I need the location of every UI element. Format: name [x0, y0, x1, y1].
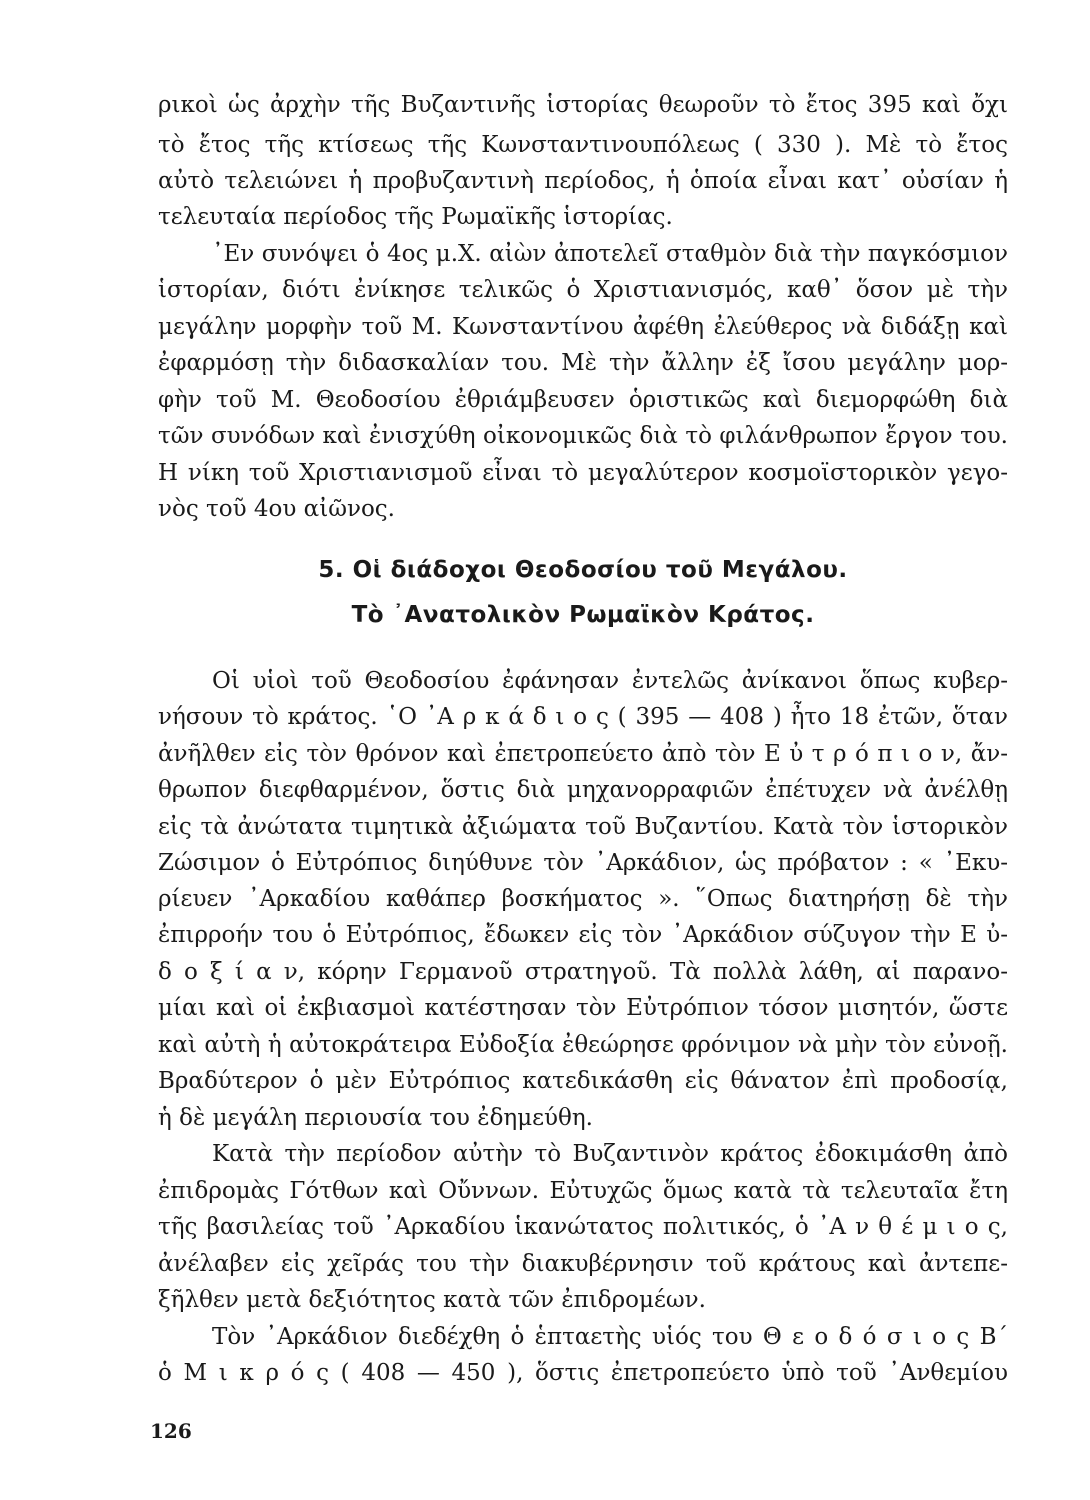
text-line: ἀνέλαβεν εἰς χεῖράς του τὴν διακυβέρνησιν τοῦ κράτους καὶ ἀντεπε-: [158, 1251, 1008, 1277]
text-line: τελευταία περίοδος τῆς Ρωμαϊκῆς ἱστορίας.: [158, 204, 673, 230]
text-line: Βραδύτερον ὁ μὲν Εὐτρόπιος κατεδικάσθη εἰς θάνατον ἐπὶ προδοσίᾳ,: [158, 1068, 1008, 1094]
text-line: ἀνῆλθεν εἰς τὸν θρόνον καὶ ἐπετροπεύετο ἀπὸ τὸν Ε ὐ τ ρ ό π ι ο ν, ἄν-: [158, 741, 1008, 767]
text-line: ρικοὶ ὡς ἀρχὴν τῆς Βυζαντινῆς ἱστορίας θεωροῦν τὸ ἔτος 395 καὶ ὄχι: [158, 92, 1008, 118]
text-line: ἡ δὲ μεγάλη περιουσία του ἐδημεύθη.: [158, 1105, 593, 1131]
text-line: νὸς τοῦ 4ου αἰῶνος.: [158, 496, 395, 522]
text-line: μίαι καὶ οἱ ἐκβιασμοὶ κατέστησαν τὸν Εὐτρόπιον τόσον μισητόν, ὥστε: [158, 995, 1008, 1021]
text-line: φὴν τοῦ Μ. Θεοδοσίου ἐθριάμβευσεν ὁριστικῶς καὶ διεμορφώθη διὰ: [158, 387, 1008, 413]
text-line: Κατὰ τὴν περίοδον αὐτὴν τὸ Βυζαντινὸν κράτος ἐδοκιμάσθη ἀπὸ: [212, 1141, 1008, 1167]
text-line: εἰς τὰ ἀνώτατα τιμητικὰ ἀξιώματα τοῦ Βυζαντίου. Κατὰ τὸν ἱστορικὸν: [158, 814, 1008, 840]
text-line: ἐπιδρομὰς Γότθων καὶ Οὔννων. Εὐτυχῶς ὅμως κατὰ τὰ τελευταῖα ἔτη: [158, 1178, 1008, 1204]
text-line: ὁ Μ ι κ ρ ό ς ( 408 — 450 ), ὅστις ἐπετροπεύετο ὑπὸ τοῦ ᾿Ανθεμίου: [158, 1360, 1008, 1386]
text-line: δ ο ξ ί α ν, κόρην Γερμανοῦ στρατηγοῦ. Τὰ πολλὰ λάθη, αἱ παρανο-: [158, 959, 1008, 985]
text-line: τὸ ἔτος τῆς κτίσεως τῆς Κωνσταντινουπόλεως ( 330 ). Μὲ τὸ ἔτος: [158, 132, 1008, 158]
text-line: μεγάλην μορφὴν τοῦ Μ. Κωνσταντίνου ἀφέθη ἐλεύθερος νὰ διδάξῃ καὶ: [158, 314, 1008, 340]
text-line: ξῆλθεν μετὰ δεξιότητος κατὰ τῶν ἐπιδρομέων.: [158, 1287, 706, 1313]
section-subheading: Τὸ ᾿Ανατολικὸν Ρωμαϊκὸν Κράτος.: [351, 602, 815, 628]
text-line: Ζώσιμον ὁ Εὐτρόπιος διηύθυνε τὸν ᾿Αρκάδιον, ὡς πρόβατον : « ᾿Εκυ-: [158, 850, 1008, 876]
section-heading: 5. Οἱ διάδοχοι Θεοδοσίου τοῦ Μεγάλου.: [318, 557, 848, 583]
page-number: 126: [150, 1419, 192, 1443]
text-line: Οἱ υἱοὶ τοῦ Θεοδοσίου ἐφάνησαν ἐντελῶς ἀνίκανοι ὅπως κυβερ-: [212, 668, 1008, 694]
text-line: τῆς βασιλείας τοῦ ᾿Αρκαδίου ἱκανώτατος πολιτικός, ὁ ᾿Α ν θ έ μ ι ο ς,: [158, 1214, 1008, 1240]
text-line: Τὸν ᾿Αρκάδιον διεδέχθη ὁ ἑπταετὴς υἱός του Θ ε ο δ ό σ ι ο ς Β´: [212, 1324, 1008, 1350]
text-line: Η νίκη τοῦ Χριστιανισμοῦ εἶναι τὸ μεγαλύτερον κοσμοϊστορικὸν γεγο-: [158, 460, 1008, 486]
text-line: ἐπιρροήν του ὁ Εὐτρόπιος, ἔδωκεν εἰς τὸν ᾿Αρκάδιον σύζυγον τὴν Ε ὐ-: [158, 922, 1008, 948]
text-line: ρίευεν ᾿Αρκαδίου καθάπερ βοσκήματος ». ῞Οπως διατηρήσῃ δὲ τὴν: [158, 886, 1008, 912]
text-line: νήσουν τὸ κράτος. ῾Ο ᾿Α ρ κ ά δ ι ο ς ( 395 — 408 ) ἦτο 18 ἐτῶν, ὅταν: [158, 704, 1008, 730]
text-line: τῶν συνόδων καὶ ἐνισχύθη οἰκονομικῶς διὰ τὸ φιλάνθρωπον ἔργον του.: [158, 423, 1008, 449]
text-line: ἐφαρμόσῃ τὴν διδασκαλίαν του. Μὲ τὴν ἄλλην ἐξ ἴσου μεγάλην μορ-: [158, 350, 1008, 376]
text-line: θρωπον διεφθαρμένον, ὅστις διὰ μηχανορραφιῶν ἐπέτυχεν νὰ ἀνέλθῃ: [158, 777, 1008, 803]
text-line: ᾿Εν συνόψει ὁ 4ος μ.Χ. αἰὼν ἀποτελεῖ σταθμὸν διὰ τὴν παγκόσμιον: [212, 241, 1008, 267]
text-line: ἱστορίαν, διότι ἐνίκησε τελικῶς ὁ Χριστιανισμός, καθ᾿ ὅσον μὲ τὴν: [158, 277, 1008, 303]
text-line: καὶ αὐτὴ ἡ αὐτοκράτειρα Εὐδοξία ἐθεώρησε φρόνιμον νὰ μὴν τὸν εὐνοῇ.: [158, 1032, 1008, 1058]
text-line: αὐτὸ τελειώνει ἡ προβυζαντινὴ περίοδος, ἡ ὁποία εἶναι κατ᾿ οὐσίαν ἡ: [158, 168, 1008, 194]
